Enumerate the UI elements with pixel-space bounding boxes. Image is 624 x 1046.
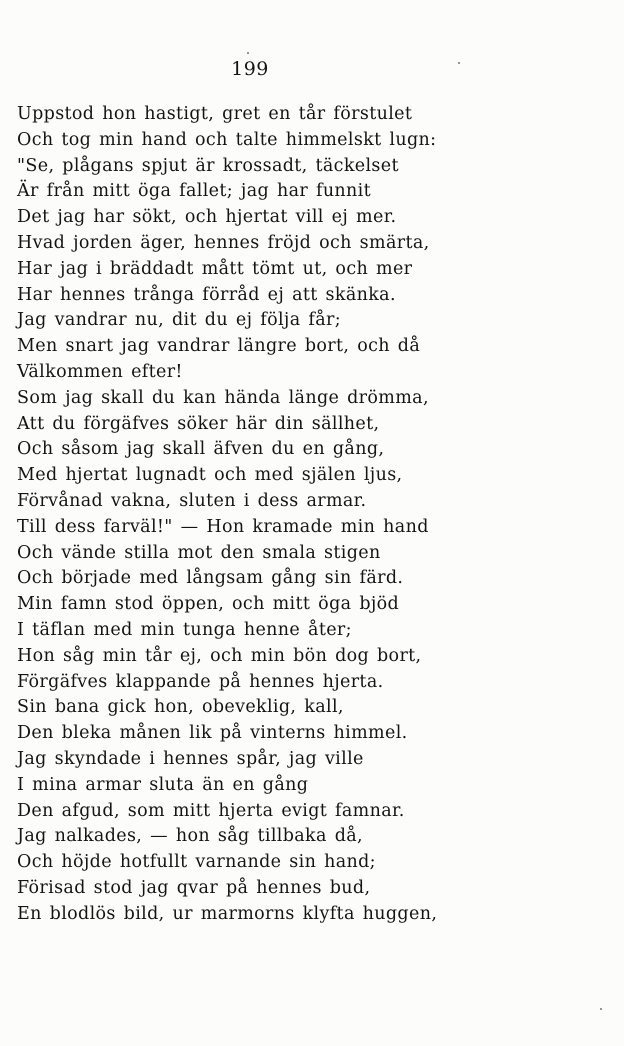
- poem-line: Som jag skall du kan hända länge drömma,: [17, 387, 429, 408]
- poem-text: [17, 102, 617, 928]
- poem-line: Och vände stilla mot den smala stigen: [17, 542, 381, 563]
- poem-line: Att du förgäfves söker här din sällhet,: [17, 413, 380, 434]
- poem-line: Och tog min hand och talte himmelskt lugn:: [17, 129, 437, 150]
- poem-line: Min famn stod öppen, och mitt öga bjöd: [17, 594, 400, 615]
- poem-line: Jag vandrar nu, dit du ej följa får;: [17, 310, 341, 331]
- poem-line: Och började med långsam gång sin färd.: [17, 568, 404, 589]
- paper-speck: [458, 62, 460, 64]
- poem-line: Med hjertat lugnadt och med själen ljus,: [17, 465, 403, 486]
- poem-line: Och såsom jag skall äfven du en gång,: [17, 439, 385, 460]
- paper-speck: [247, 52, 249, 54]
- poem-line: Och höjde hotfullt varnande sin hand;: [17, 852, 376, 873]
- paper-speck: [600, 1008, 602, 1010]
- poem-line: I täflan med min tunga henne åter;: [17, 619, 352, 640]
- poem-line: Sin bana gick hon, obeveklig, kall,: [17, 697, 344, 718]
- poem-line: Förvånad vakna, sluten i dess armar.: [17, 490, 367, 511]
- poem-line: Det jag har sökt, och hjertat vill ej mer.: [17, 207, 397, 228]
- poem-line: Den afgud, som mitt hjerta evigt famnar.: [17, 800, 405, 821]
- poem-line: Den bleka månen lik på vinterns himmel.: [17, 723, 408, 744]
- poem-line: Jag nalkades, — hon såg tillbaka då,: [17, 826, 363, 847]
- poem-line: Men snart jag vandrar längre bort, och då: [17, 336, 421, 357]
- poem-line: "Se, plågans spjut är krossadt, täckelset: [17, 155, 399, 176]
- poem-line: Uppstod hon hastigt, gret en tår förstulet: [17, 104, 413, 124]
- poem-line: Är från mitt öga fallet; jag har funnit: [17, 181, 372, 202]
- poem-line: Förisad stod jag qvar på hennes bud,: [17, 877, 371, 898]
- poem-line: En blodlös bild, ur marmorns klyfta huggen,: [17, 903, 438, 924]
- poem-line: Till dess farväl!" — Hon kramade min hand: [17, 516, 429, 537]
- poem-line: Hon såg min tår ej, och min bön dog bort,: [17, 645, 422, 666]
- poem-line: Förgäfves klappande på hennes hjerta.: [17, 671, 384, 692]
- poem-line: Jag skyndade i hennes spår, jag ville: [17, 748, 364, 769]
- poem-line: Har hennes trånga förråd ej att skänka.: [17, 284, 396, 305]
- poem-line: I mina armar sluta än en gång: [17, 774, 309, 795]
- poem-line: Hvad jorden äger, hennes fröjd och smärta,: [17, 232, 430, 253]
- poem-line: Välkommen efter!: [17, 361, 183, 382]
- page-number: 199: [231, 58, 269, 80]
- poem-line: Har jag i bräddadt mått tömt ut, och mer: [17, 258, 413, 279]
